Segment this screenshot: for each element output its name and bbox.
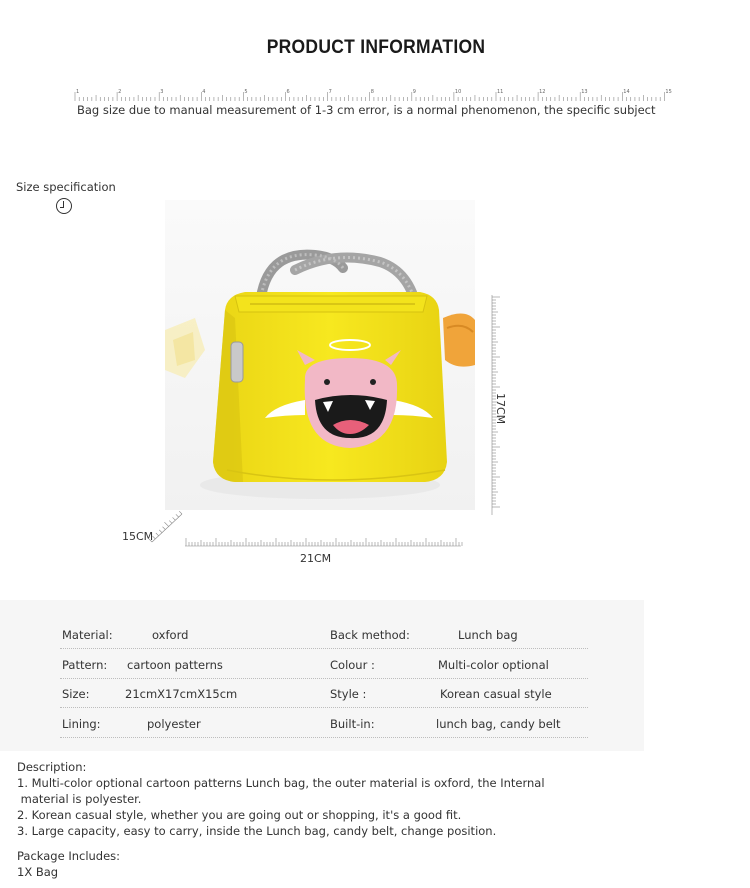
spec-label: Pattern: [62, 658, 108, 672]
description-heading: Description: [17, 760, 87, 774]
spec-value: polyester [147, 717, 201, 731]
size-specification-label: Size specification [16, 180, 116, 194]
ruler-number: 2 [118, 89, 122, 95]
ruler-number: 7 [328, 89, 332, 95]
spec-row-material [60, 626, 588, 649]
width-dimension-label: 21CM [300, 552, 332, 565]
ruler-number: 13 [581, 89, 588, 95]
ruler-number: 14 [623, 89, 630, 95]
ruler-number: 15 [665, 89, 672, 95]
spec-row-size [60, 685, 588, 708]
spec-label: Back method: [330, 628, 410, 642]
spec-label: Style : [330, 687, 367, 701]
description-line: 1. Multi-color optional cartoon patterns Lunch bag, the outer material is oxford, the Internal [17, 776, 545, 790]
description-block [17, 759, 545, 839]
specs-panel [0, 600, 644, 751]
description-line: 3. Large capacity, easy to carry, inside the Lunch bag, candy belt, change position. [17, 824, 497, 838]
measurement-ruler-top [72, 88, 682, 104]
ruler-number: 11 [497, 89, 504, 95]
package-heading: Package Includes: [17, 849, 121, 863]
height-dimension-label: 17CM [494, 393, 507, 425]
spec-row-lining [60, 715, 588, 738]
background-bread [443, 313, 475, 366]
spec-value: 21cmX17cmX15cm [125, 687, 238, 701]
measurement-note: Bag size due to manual measurement of 1-3 cm error, is a normal phenomenon, the specific subject [77, 103, 656, 117]
ruler-number: 12 [539, 89, 546, 95]
spec-value: oxford [152, 628, 189, 642]
ruler-number: 9 [412, 89, 416, 95]
clock-circle-icon [56, 198, 72, 214]
depth-ruler [148, 510, 188, 544]
spec-value: Korean casual style [440, 687, 552, 701]
depth-dimension-label: 15CM [122, 530, 154, 543]
ruler-number: 3 [160, 89, 164, 95]
ruler-number: 4 [202, 89, 206, 95]
spec-label: Colour : [330, 658, 375, 672]
spec-row-pattern [60, 656, 588, 679]
ruler-number: 8 [370, 89, 374, 95]
ruler-number: 5 [244, 89, 248, 95]
width-ruler [185, 536, 465, 548]
spec-label: Lining: [62, 717, 101, 731]
product-photo [165, 200, 475, 510]
description-line: material is polyester. [17, 792, 142, 806]
ruler-number: 10 [454, 89, 462, 95]
spec-value: cartoon patterns [127, 658, 223, 672]
spec-label: Built-in: [330, 717, 375, 731]
spec-value: lunch bag, candy belt [436, 717, 561, 731]
spec-value: Lunch bag [458, 628, 518, 642]
ruler-number: 1 [76, 89, 80, 95]
page-title: PRODUCT INFORMATION [266, 37, 486, 58]
spec-label: Material: [62, 628, 113, 642]
package-block [17, 848, 120, 880]
spec-label: Size: [62, 687, 90, 701]
ruler-number: 6 [286, 89, 290, 95]
spec-value: Multi-color optional [438, 658, 549, 672]
description-line: 2. Korean casual style, whether you are going out or shopping, it's a good fit. [17, 808, 462, 822]
package-item: 1X Bag [17, 865, 59, 879]
